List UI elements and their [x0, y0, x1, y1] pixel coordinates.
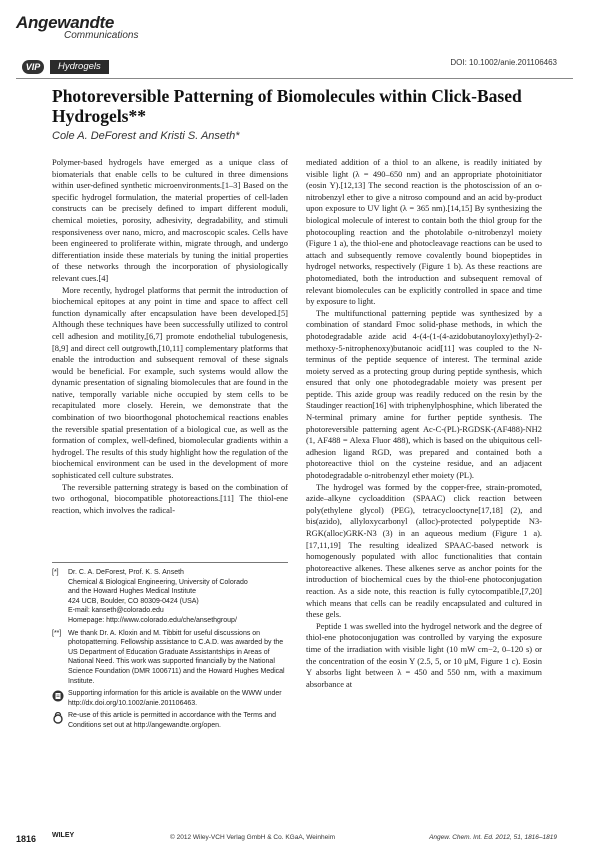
affiliation-line: and the Howard Hughes Medical Institute: [68, 588, 197, 596]
vip-badge: VIP: [22, 60, 44, 74]
affiliation-line: Dr. C. A. DeForest, Prof. K. S. Anseth: [68, 569, 184, 576]
open-access-icon: [52, 712, 64, 724]
article-authors: Cole A. DeForest and Kristi S. Anseth*: [52, 130, 240, 142]
journal-logo: [16, 14, 138, 41]
supporting-info-text[interactable]: Supporting information for this article is available on the WWW under http://dx.doi.org/10.1002/anie.201106463.: [68, 690, 282, 707]
page-number: 1816: [16, 834, 37, 844]
header-divider: [16, 78, 573, 79]
body-paragraph: The multifunctional patterning peptide was synthesized by a combination of standard Fmoc solid-phase methods, in which the photodegradable azide acid 4-(4-(1-(4-azidobutanoyloxy)ethyl)-2-methoxy-5-nitrophenoxy)butanoic acid[11] was coupled to the N-terminus of the peptide sequence of interest. The terminal azide moiety served as a protecting group during peptide synthesis, which ensured that only one photodegradable moiety was present per peptide. This azide group was readily reduced on the resin by the Staudinger reaction[16] with triphenylphosphine, which liberated the N-terminal primary amine for further peptide synthesis. The photoreversible patterning agent Ac-C-(PL)-RGDSK-(AF488)-NH2 (1, AF488 = Alexa Fluor 488), which is based on the ubiquitous cell-adhesion ligand RGD, was prepared and contained both a photoreactive thiol on the cysteine residue, and an adjacent photodegradable o-nitrobenzyl ether moiety (PL).: [306, 307, 542, 481]
affiliation-line: Chemical & Biological Engineering, University of Colorado: [68, 578, 248, 586]
footnote-mark: [*]: [52, 569, 59, 576]
section-tag: Hydrogels: [50, 60, 109, 74]
body-paragraph: Peptide 1 was swelled into the hydrogel network and the degree of thiol-ene photoconjugation was controlled by varying the exposure time of the irradiation with visible light (10 mW cm−2, 0–120 s) or the concentration of the eosin Y (2.5, 5, or 10 μM, Figure 1 c). Eosin Y absorbs light between λ = 450 and 550 nm, with a maximum absorbance at: [306, 620, 542, 689]
email-link[interactable]: E-mail: kanseth@colorado.edu: [68, 607, 164, 615]
journal-name: Angewandte: [16, 13, 115, 32]
body-paragraph: mediated addition of a thiol to an alkene, is readily initiated by visible light (λ = 490–650 nm) and an appropriate photoinitiator (eosin Y).[12,13] The second reaction is the photoscission of an o-nitrobenzyl ether to give a nitroso compound and an acid by-product upon exposure to UV light (λ = 365 nm).[14,15] By synthesizing the biological molecule of interest to contain both the thiol group for the photocoupling reaction and the photolabile o-nitrobenzyl moiety (Figure 1 a), the thiol-ene and photocleavage reactions can be used to attach and subsequently remove covalently bound biopeptides in hydrogel networks, respectively (Figure 1 b). As these reactions are photomediated, both the introduction and subsequent removal of relevant biomolecules can be explicitly controlled in space and time by exposure to light.: [306, 157, 542, 307]
journal-citation: Angew. Chem. Int. Ed. 2012, 51, 1816–1819: [429, 834, 557, 841]
homepage-link[interactable]: Homepage: http://www.colorado.edu/che/ansethgroup/: [68, 616, 237, 624]
body-column-right: [306, 157, 542, 690]
journal-section-name: Communications: [64, 30, 139, 41]
doi-text[interactable]: DOI: 10.1002/anie.201106463: [450, 58, 557, 67]
supporting-info-icon: [52, 690, 64, 702]
publisher-logo: [52, 832, 74, 839]
body-paragraph: The reversible patterning strategy is based on the combination of two orthogonal, biocompatible photoreactions.[11] The thiol-ene reaction, which involves the radical-: [52, 481, 288, 515]
body-paragraph: More recently, hydrogel platforms that permit the introduction of biochemical epitopes at any point in time and space to affect cell function dynamically after encapsulation have been developed.[5] Although these techniques have been successfully utilized to control cell adhesion and motility,[6,7] promote endothelial tubulogenesis,[8,9] and direct cell outgrowth,[10,11] complementary platforms that enable the introduction and subsequent removal of these signals would be beneficial. For example, such systems would allow the dynamic presentation of signaling biomolecules that are found in the native, temporally variable niche occupied by stem cells to be recapitulated more closely. Herein, we demonstrate that the combination of two bioorthogonal photochemical reactions enables the reversible spatial presentation of a biological cue, as well as the formation of complex, well-defined, biomolecular gradients within a hydrogel. The results of this study highlight how the regulation of the biochemical environment can be used in the development of more sophisticated cell culture substrates.: [52, 284, 288, 481]
affiliation-footnote: [52, 568, 288, 626]
acknowledgement-text: We thank Dr. A. Kloxin and M. Tibbitt for useful discussions on photopatterning. Fellowship assistance to C.A.D. was awarded by the US Department of Education Graduate Assistantships in Areas of National Need. This work was supported financially by the National Science Foundation (DMR 1006711) and the Howard Hughes Medical Institute.: [68, 629, 285, 685]
publisher-name: WILEY: [52, 832, 75, 839]
reuse-text[interactable]: Re-use of this article is permitted in accordance with the Terms and Conditions set out at http://angewandte.org/open.: [68, 712, 277, 729]
article-title: Photoreversible Patterning of Biomolecules within Click-Based Hydrogels**: [52, 86, 522, 126]
body-column-left: [52, 157, 288, 516]
footnote-divider: [52, 562, 288, 563]
acknowledgement-footnote: [52, 629, 288, 687]
body-paragraph: Polymer-based hydrogels have emerged as a unique class of biomaterials that enable cells to be cultured in three dimensions within user-defined synthetic microenvironments.[1–3] Based on the specific hydrogel formulation, the material properties of cell-laden constructs can be precisely defined to impart different moduli, chemical moieties, porosity, adhesivity, degradability, and stimuli responsiveness over nano, micro, and macroscopic scales. Cells have been engineered to proliferate within, migrate through, and undergo differentiation inside these materials by tuning the initial properties of these networks through the incorporation of physiologically relevant cues.[4]: [52, 157, 288, 283]
reuse-note: [52, 711, 288, 730]
copyright-text: © 2012 Wiley-VCH Verlag GmbH & Co. KGaA, Weinheim: [170, 834, 336, 841]
affiliation-line: 424 UCB, Boulder, CO 80309-0424 (USA): [68, 597, 199, 605]
supporting-info-note: [52, 689, 288, 708]
body-paragraph: The hydrogel was formed by the copper-free, strain-promoted, azide–alkyne cycloaddition (SPAAC) click reaction between poly(ethylene glycol) (PEG), tetracyclooctyne[17,18] (2), and bis(azido), allyloxycarbonyl (alloc)-protected polypeptide N3-RGK(alloc)GRK-N3 (3) in an aqueous medium (Figure 1 a).[17,11,19] The resulting idealized SPAAC-based network is homogenously populated with alloc functionalities that contain photoreactive alkenes. These alkenes serve as anchor points for the introduction of biochemical cues by the thiol-ene photoconjugation reaction. As a side note, this reaction is fully cytocompatible,[7,20] which means that cells can be readily encapsulated and cultured in these gels.: [306, 481, 542, 620]
footnote-mark: [**]: [52, 629, 62, 637]
footnotes: [52, 568, 288, 731]
